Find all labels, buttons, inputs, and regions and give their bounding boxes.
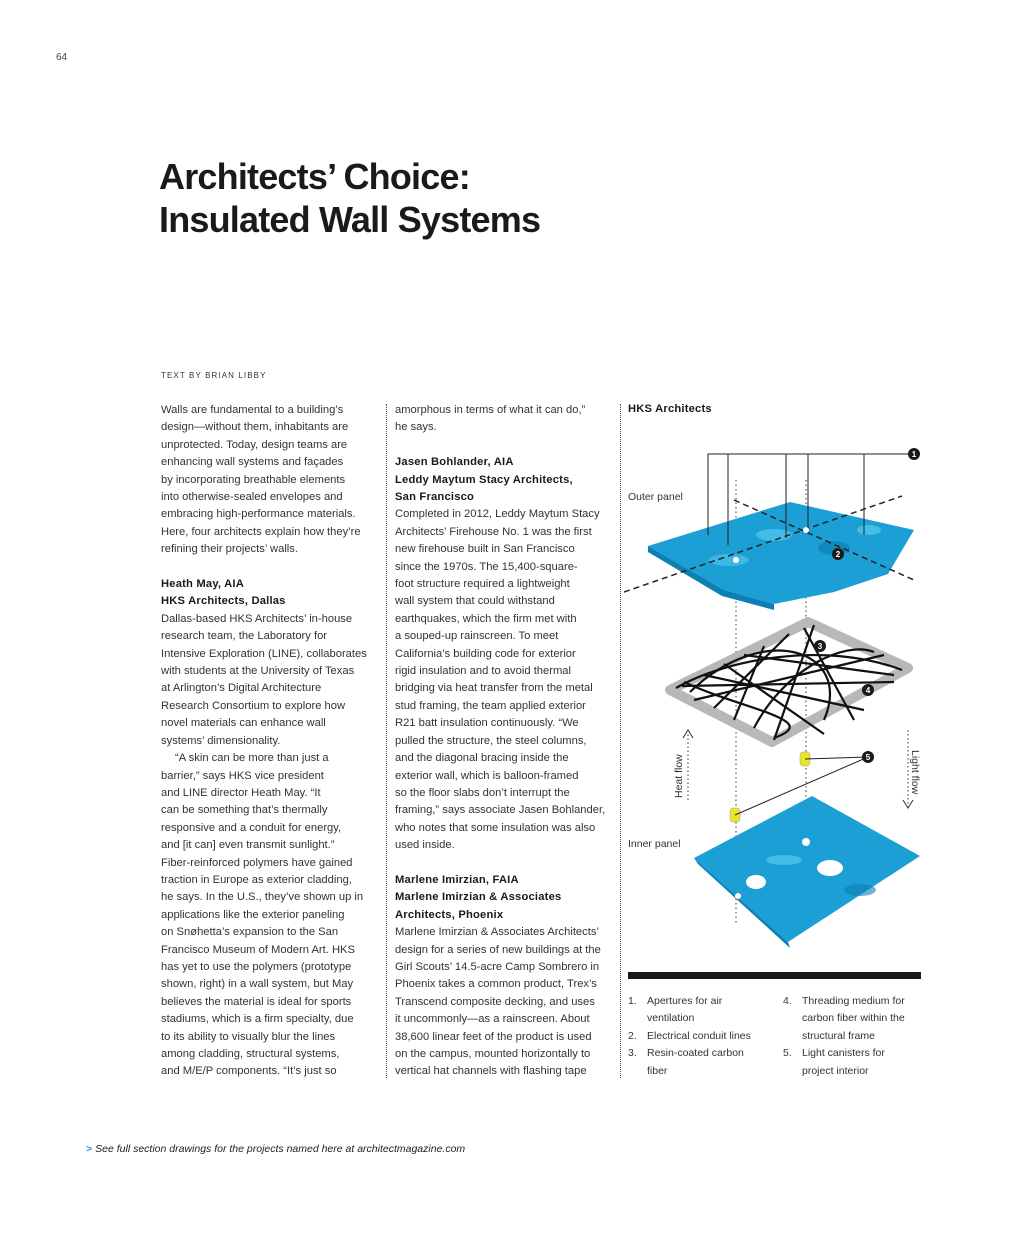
body-line: Fiber-reinforced polymers have gained [161,856,353,869]
body-line: on Snøhetta’s expansion to the San [161,926,339,939]
body-line: Research Consortium to explore how [161,699,346,712]
legend-number: 5. [783,1047,792,1060]
body-line: Completed in 2012, Leddy Maytum Stacy [395,508,600,521]
section-heading-firm: Marlene Imirzian & Associates [395,891,562,904]
body-line: who notes that some insulation was also [395,821,596,834]
body-line: it uncommonly—as a rainscreen. About [395,1013,590,1026]
body-line: barrier,” says HKS vice president [161,769,324,782]
body-line: stadiums, which is a firm specialty, due [161,1013,354,1026]
inner-panel [694,796,920,948]
body-line: Dallas-based HKS Architects’ in-house [161,612,353,625]
section-heading-firm: Leddy Maytum Stacy Architects, [395,473,573,486]
legend-column-2 [783,993,923,1080]
body-line: traction in Europe as exterior cladding, [161,873,352,886]
legend-number: 1. [628,995,637,1007]
callout-marker-2-label: 2 [835,550,841,559]
legend-text: carbon fiber within the [802,1012,905,1025]
column-divider [386,404,387,1078]
panel-ripple [844,884,876,896]
body-line: and M/E/P components. “It’s just so [161,1065,337,1078]
body-line: since the 1970s. The 15,400-square- [395,560,578,573]
legend-column-1 [628,993,768,1080]
wall-system-diagram [624,420,924,960]
arrow-icon: > [86,1143,93,1155]
diagram-title: HKS Architects [628,403,712,415]
body-line: Francisco Museum of Modern Art. HKS [161,943,355,956]
callout-marker-3-label: 3 [817,642,823,651]
title-line-2: Insulated Wall Systems [159,199,541,240]
outer-panel [624,496,914,610]
callout-marker-4-label: 4 [865,686,871,695]
legend-item [783,1045,923,1080]
body-line: exterior wall, which is balloon-framed [395,769,579,782]
body-line: amorphous in terms of what it can do,” [395,404,586,416]
legend-rule [628,972,921,979]
body-line: rigid insulation and to avoid thermal [395,665,571,678]
arrow-head [683,730,693,738]
body-line: pulled the structure, the steel columns, [395,734,587,747]
legend-text: Apertures for air [647,995,723,1007]
body-line: a souped-up rainscreen. To meet [395,630,559,643]
body-line: and LINE director Heath May. “It [161,786,321,799]
light-flow-label: Light flow [909,750,921,795]
callout-marker-5-label: 5 [865,753,871,762]
carbon-fiber-strands [676,625,902,740]
body-line: he says. In the U.S., they’ve shown up in [161,891,364,904]
legend-text: Resin-coated carbon [647,1047,744,1060]
body-line: has yet to use the polymers (prototype [161,960,352,973]
heat-flow-arrow [673,730,693,800]
body-line: he says. [395,421,437,434]
body-line: 38,600 linear feet of the product is used [395,1030,592,1043]
body-line: believes the material is ideal for sports [161,995,352,1008]
body-line: stud framing, the team applied exterior [395,699,586,712]
intro-line: enhancing wall systems and façades [161,456,344,469]
footer-note[interactable] [86,1143,465,1155]
page-number: 64 [56,52,68,63]
body-line: wall system that could withstand [395,595,555,608]
legend-text: Light canisters for [802,1047,885,1060]
intro-line: Walls are fundamental to a building’s [161,404,344,416]
body-line: shown, right) in a wall system, but May [161,978,354,991]
intro-line: embracing high-performance materials. [161,508,356,521]
body-line: and the diagonal bracing inside the [395,752,569,765]
legend-text: structural frame [802,1029,875,1042]
body-line: among cladding, structural systems, [161,1048,340,1061]
body-line: California’s building code for exterior [395,647,576,660]
inner-panel-label: Inner panel [628,838,681,850]
section-heading-name: Jasen Bohlander, AIA [395,456,514,469]
column-divider [620,404,621,1078]
body-line: can be something that’s thermally [161,804,328,817]
body-line: earthquakes, which the firm met with [395,612,577,625]
legend-text: Threading medium for [802,995,905,1007]
leader-line [805,757,868,759]
intro-line: unprotected. Today, design teams are [161,438,348,451]
body-line: so the floor slabs don’t interrupt the [395,786,570,799]
byline: TEXT BY BRIAN LIBBY [161,371,267,380]
body-line: Architects’ Firehouse No. 1 was the first [395,525,592,538]
body-line: with students at the University of Texas [161,665,355,678]
panel-ripple [857,525,881,535]
panel-opening [802,838,810,846]
legend-item [783,993,923,1045]
section-heading-city: San Francisco [395,491,475,504]
body-line: foot structure required a lightweight [395,578,570,591]
body-line: R21 batt insulation continuously. “We [395,717,579,730]
outer-panel-shape [648,502,914,604]
body-line: design for a series of new buildings at the [395,943,601,956]
legend-text: ventilation [647,1012,695,1025]
body-line: vertical hat channels with flashing tape [395,1065,587,1078]
body-line: “A skin can be more than just a [175,752,329,765]
body-line: responsive and a conduit for energy, [161,821,342,834]
body-line: Girl Scouts’ 14.5-acre Camp Sombrero in [395,960,600,973]
section-heading-firm: HKS Architects, Dallas [161,595,286,608]
article-title [159,155,540,241]
legend-text: project interior [802,1064,869,1077]
legend-item [628,1028,768,1045]
body-line: Marlene Imirzian & Associates Architects’ [395,926,599,939]
body-line: new firehouse built in San Francisco [395,543,575,556]
structural-frame [670,622,908,742]
body-line: novel materials can enhance wall [161,717,326,730]
body-line: to its ability to visually blur the lines [161,1030,336,1043]
legend-text: fiber [647,1064,668,1077]
heat-flow-label: Heat flow [673,754,685,798]
arrow-head [903,800,913,808]
legend-number: 4. [783,995,792,1007]
body-line: systems’ dimensionality. [161,734,281,747]
legend-number: 3. [628,1047,637,1060]
inner-panel-shape [694,796,920,942]
title-line-1: Architects’ Choice: [159,156,470,197]
intro-line: Here, four architects explain how they’re [161,525,361,538]
body-line: research team, the Laboratory for [161,630,328,643]
column-2 [395,402,617,1081]
intro-line: into otherwise-sealed envelopes and [161,491,343,504]
light-flow-arrow [903,730,921,808]
body-line: and [it can] even transmit sunlight.” [161,839,335,852]
intro-line: design—without them, inhabitants are [161,421,349,434]
legend-number: 2. [628,1029,637,1042]
body-line: Intensive Exploration (LINE), collaborates [161,647,367,660]
legend-item [628,1045,768,1080]
legend-text: Electrical conduit lines [647,1029,751,1042]
panel-ripple [766,855,802,865]
body-line: Transcend composite decking, and uses [395,995,595,1008]
body-line: applications like the exterior paneling [161,908,345,921]
section-heading-city: Architects, Phoenix [395,908,504,921]
aperture [733,557,739,563]
panel-ripple [756,529,792,541]
section-heading-name: Heath May, AIA [161,578,244,591]
outer-panel-label: Outer panel [628,491,683,503]
intro-line: refining their projects’ walls. [161,543,298,556]
panel-opening [735,893,741,899]
body-line: used inside. [395,839,455,852]
body-line: Phoenix takes a common product, Trex’s [395,978,597,991]
footer-link-text[interactable]: See full section drawings for the projects named here at architectmagazine.com [95,1143,466,1155]
intro-line: by incorporating breathable elements [161,473,346,486]
section-heading-name: Marlene Imirzian, FAIA [395,873,519,886]
body-line: framing,” says associate Jasen Bohlander, [395,804,606,817]
panel-opening [746,875,766,889]
panel-opening [817,860,843,876]
body-line: bridging via heat transfer from the metal [395,682,593,695]
legend-item [628,993,768,1028]
body-line: at Arlington’s Digital Architecture [161,682,322,695]
column-1 [161,402,381,1081]
callout-marker-1-label: 1 [911,450,917,459]
body-line: on the campus, mounted horizontally to [395,1048,591,1060]
